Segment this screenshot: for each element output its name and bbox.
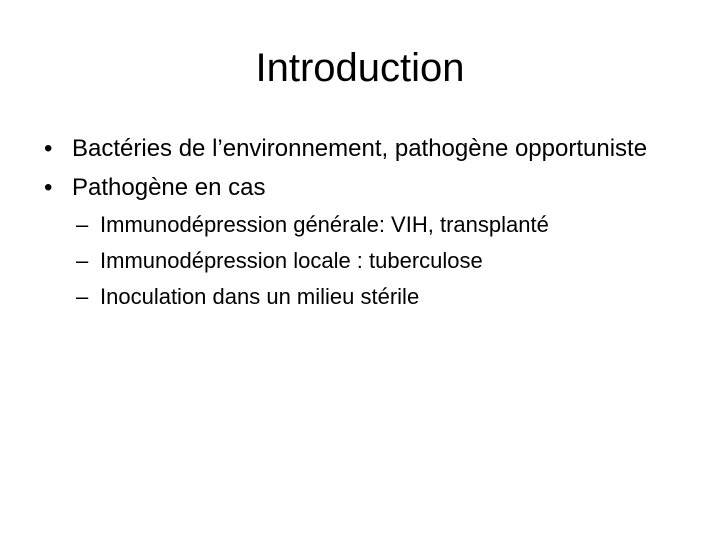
sub-bullet-list bbox=[72, 212, 700, 310]
sub-bullet-item bbox=[70, 284, 700, 310]
bullet-item bbox=[0, 134, 720, 164]
sub-bullet-marker: – bbox=[76, 212, 89, 237]
sub-bullet-text: Immunodépression locale : tuberculose bbox=[100, 248, 483, 273]
bullet-item bbox=[0, 173, 720, 310]
sub-bullet-text: Immunodépression générale: VIH, transplanté bbox=[100, 212, 549, 237]
bullet-marker: • bbox=[44, 174, 53, 201]
slide-title: Introduction bbox=[255, 46, 465, 90]
sub-bullet-marker: – bbox=[76, 248, 89, 273]
sub-bullet-text: Inoculation dans un milieu stérile bbox=[100, 284, 420, 309]
bullet-marker: • bbox=[44, 135, 53, 162]
bullet-list bbox=[0, 134, 720, 320]
sub-bullet-item bbox=[70, 248, 700, 274]
sub-bullet-item bbox=[70, 212, 700, 238]
bullet-text: Pathogène en cas bbox=[72, 174, 266, 201]
bullet-text: Bactéries de l’environnement, pathogène opportuniste bbox=[72, 135, 648, 162]
sub-bullet-marker: – bbox=[76, 284, 89, 309]
